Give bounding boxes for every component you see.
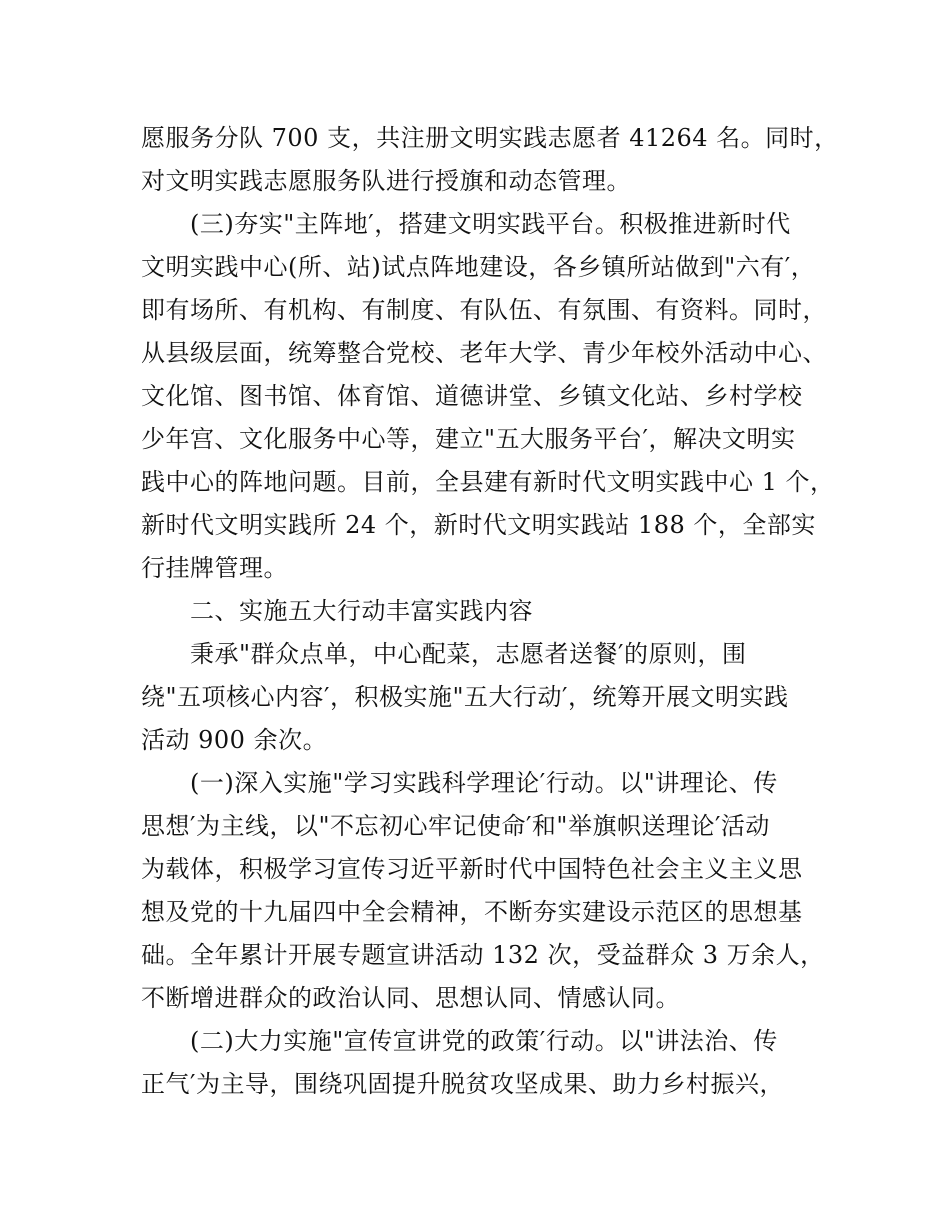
text-line: 想及党的十九届四中全会精神，不断夯实建设示范区的思想基: [141, 898, 803, 926]
text-line: 践中心的阵地问题。目前，全县建有新时代文明实践中心 1 个，: [141, 468, 835, 496]
section-heading-2: (二)大力实施"宣传宣讲党的政策′行动。以"讲法治、传: [190, 1027, 778, 1055]
text-line: 不断增进群众的政治认同、思想认同、情感认同。: [141, 984, 680, 1012]
text-line: 文明实践中心(所、站)试点阵地建设，各乡镇所站做到"六有′，: [141, 253, 816, 281]
chapter-heading-2: 二、实施五大行动丰富实践内容: [190, 597, 533, 625]
text-line: 新时代文明实践所 24 个，新时代文明实践站 188 个，全部实: [141, 511, 816, 539]
text-line: 正气′为主导，围绕巩固提升脱贫攻坚成果、助力乡村振兴，: [141, 1070, 784, 1098]
text-line: 思想′为主线，以"不忘初心牢记使命′和"举旗帜送理论′活动: [141, 812, 770, 840]
text-line: 为载体，积极学习宣传习近平新时代中国特色社会主义主义思: [141, 855, 803, 883]
paragraph-start: 秉承"群众点单，中心配菜，志愿者送餐′的原则，围: [190, 640, 747, 668]
text-line: 文化馆、图书馆、体育馆、道德讲堂、乡镇文化站、乡村学校: [141, 382, 803, 410]
text-line: 绕"五项核心内容′，积极实施"五大行动′，统筹开展文明实践: [141, 683, 789, 711]
section-heading-3: (三)夯实"主阵地′，搭建文明实践平台。积极推进新时代: [190, 210, 791, 238]
text-line: 即有场所、有机构、有制度、有队伍、有氛围、有资料。同时，: [141, 296, 827, 324]
text-line: 愿服务分队 700 支，共注册文明实践志愿者 41264 名。同时，: [141, 124, 839, 152]
section-heading-1: (一)深入实施"学习实践科学理论′行动。以"讲理论、传: [190, 769, 778, 797]
text-line: 少年宫、文化服务中心等，建立"五大服务平台′，解决文明实: [141, 425, 796, 453]
text-line: 础。全年累计开展专题宣讲活动 132 次，受益群众 3 万余人，: [141, 941, 825, 969]
text-line: 对文明实践志愿服务队进行授旗和动态管理。: [141, 167, 631, 195]
text-line: 从县级层面，统筹整合党校、老年大学、青少年校外活动中心、: [141, 339, 827, 367]
text-line: 活动 900 余次。: [141, 726, 328, 754]
text-line: 行挂牌管理。: [141, 554, 288, 582]
